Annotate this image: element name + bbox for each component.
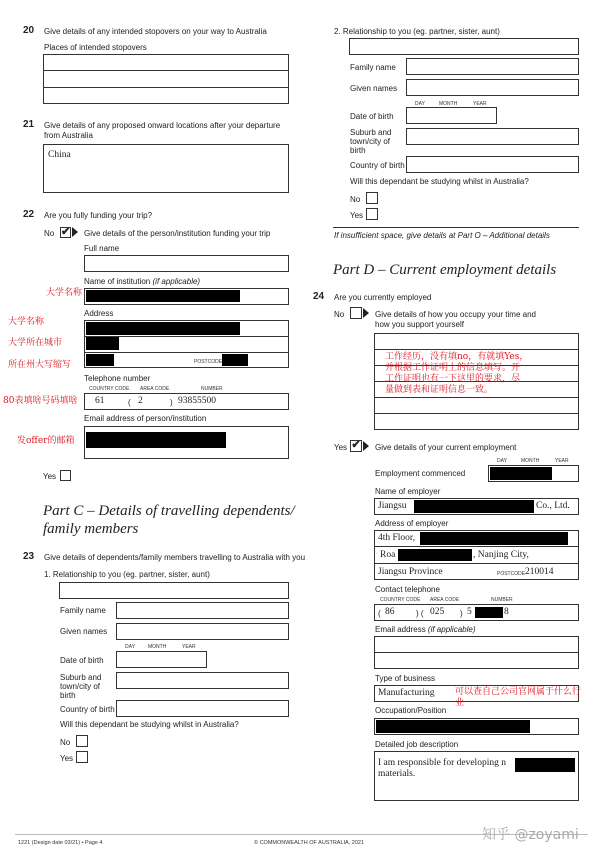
c-paren-3: ) <box>460 609 463 618</box>
emp-postcode-value: 210014 <box>525 567 554 577</box>
r-dob-label: Date of birth <box>350 112 394 121</box>
r-cob-label: Country of birth <box>350 161 405 170</box>
job-desc-label: Detailed job description <box>375 740 459 749</box>
annotation-offer-email: 发offer的邮箱 <box>17 436 75 446</box>
year-label: YEAR <box>182 644 196 650</box>
q24-yes-checkbox[interactable]: ✔ <box>351 439 361 451</box>
r-study-yes: Yes <box>350 211 364 220</box>
insufficient-note: If insufficient space, give details at Part O – Additional details <box>334 231 550 240</box>
footer-left: 1221 (Design date 03/21) • Page 4 <box>18 840 103 846</box>
redacted-block <box>398 549 472 561</box>
watermark: 知乎 @zoyami <box>482 827 579 843</box>
addr-line-1: 4th Floor, <box>378 533 416 543</box>
divider <box>374 546 579 547</box>
employer-name-value-b: Co., Ltd. <box>536 501 570 511</box>
contact-num-b: 8 <box>504 607 509 617</box>
redacted-block <box>86 337 119 350</box>
q21-number: 21 <box>23 119 35 130</box>
contact-num-a: 5 <box>467 607 472 617</box>
divider <box>374 563 579 564</box>
annotation-state: 所在州大写缩写 <box>8 360 72 370</box>
day-label: DAY <box>125 644 135 650</box>
family-name-field[interactable] <box>116 602 289 619</box>
study-no-checkbox[interactable] <box>76 735 88 747</box>
divider <box>374 397 579 398</box>
redacted-block <box>376 720 530 733</box>
contact-cc-value: 86 <box>385 607 395 617</box>
r-year-label: YEAR <box>473 101 487 107</box>
suburb-label-3: birth <box>60 691 76 700</box>
emp-postcode-label: POSTCODE <box>497 571 526 577</box>
redacted-block <box>86 290 240 302</box>
family-name-label: Family name <box>60 606 106 615</box>
suburb-label-1: Suburb and <box>60 673 102 682</box>
email-label: Email address of person/institution <box>84 414 207 423</box>
onward-locations-value: China <box>48 150 71 160</box>
employer-addr-label: Address of employer <box>375 519 449 528</box>
cob-label: Country of birth <box>60 705 115 714</box>
divider <box>84 352 289 353</box>
q22-number: 22 <box>23 209 35 220</box>
q21-text2: from Australia <box>44 131 93 140</box>
rel1-field[interactable] <box>59 582 289 599</box>
r-given-label: Given names <box>350 84 398 93</box>
area-code-label: AREA CODE <box>140 386 170 392</box>
annotation-uni-name: 大学名称 <box>46 288 83 298</box>
r-given-field[interactable] <box>406 79 579 96</box>
annotation-work-4: 量做到表和证明信息一致。 <box>385 385 494 395</box>
addr-line-3: Jiangsu Province <box>378 567 443 577</box>
redacted-block <box>86 354 114 366</box>
q24-yes-label: Yes <box>334 443 348 452</box>
r-day-label: DAY <box>415 101 425 107</box>
annotation-uni-city: 大学所在城市 <box>8 338 63 348</box>
cob-field[interactable] <box>116 700 289 717</box>
r-suburb-3: birth <box>350 146 366 155</box>
q21-text1: Give details of any proposed onward locations after your departure <box>44 121 281 130</box>
month-label: MONTH <box>148 644 167 650</box>
arrow-icon <box>72 227 78 237</box>
arrow-icon <box>363 308 369 318</box>
stopovers-field[interactable] <box>43 54 289 104</box>
r-month-label: MONTH <box>439 101 458 107</box>
c-number-label: NUMBER <box>491 597 513 603</box>
redacted-block <box>86 322 240 335</box>
address-label: Address <box>84 309 114 318</box>
q24-no-label: No <box>334 310 345 319</box>
business-label: Type of business <box>375 674 436 683</box>
inst-name-label: Name of institution (if applicable) <box>84 277 201 286</box>
q22-detail: Give details of the person/institution funding your trip <box>84 229 271 238</box>
country-code-label: COUNTRY CODE <box>89 386 130 392</box>
q24-no-detail-2: how you support yourself <box>375 320 464 329</box>
redacted-block <box>475 607 503 618</box>
q24-no-detail-1: Give details of how you occupy your time and <box>375 310 536 319</box>
emp-day-label: DAY <box>497 458 507 464</box>
emp-month-label: MONTH <box>521 458 540 464</box>
redacted-block <box>414 500 534 513</box>
redacted-block <box>222 354 248 366</box>
onward-locations-field[interactable] <box>43 144 289 193</box>
q22-yes-checkbox[interactable] <box>60 470 71 481</box>
paren-open: ( <box>128 398 131 407</box>
part-c-title-1: Part C – Details of travelling dependents/ <box>43 503 295 519</box>
phone-cc-value: 61 <box>95 396 105 406</box>
annotation-work-2: 并根据工作证明上的信息填写。开 <box>385 363 521 373</box>
occupation-label: Occupation/Position <box>375 706 447 715</box>
q22-no-checkbox[interactable]: ✔ <box>61 226 71 238</box>
annotation-work-3: 工作证明也有一下这里的要求，尽 <box>385 374 521 384</box>
number-label: NUMBER <box>201 386 223 392</box>
arrow-icon <box>363 441 369 451</box>
emp-year-label: YEAR <box>555 458 569 464</box>
full-name-field[interactable] <box>84 255 289 272</box>
contact-ac-value: 025 <box>430 607 445 617</box>
contact-label: Contact telephone <box>375 585 440 594</box>
r-family-label: Family name <box>350 63 396 72</box>
redacted-block <box>490 467 552 480</box>
r-suburb-1: Suburb and <box>350 128 392 137</box>
q22-no-label: No <box>44 229 55 238</box>
redacted-block <box>515 758 575 772</box>
r-study-no: No <box>350 195 361 204</box>
divider <box>43 87 289 88</box>
study-yes-checkbox[interactable] <box>76 751 88 763</box>
q24-text: Are you currently employed <box>334 293 432 302</box>
annotation-work-1: 工作经历，没有填no，有就填Yes， <box>385 352 529 362</box>
paren-close: ) <box>170 398 173 407</box>
phone-number-value: 93855500 <box>178 396 216 406</box>
r-cob-field[interactable] <box>406 156 579 173</box>
postcode-label: POSTCODE <box>194 359 223 365</box>
study-yes-label: Yes <box>60 754 74 763</box>
c-area-code-label: AREA CODE <box>430 597 460 603</box>
r-study-yes-checkbox[interactable] <box>366 208 378 220</box>
dob-label: Date of birth <box>60 656 104 665</box>
emp-commenced-label: Employment commenced <box>375 469 466 478</box>
r-study-label: Will this dependant be studying whilst in Australia? <box>350 177 529 186</box>
q24-no-checkbox[interactable] <box>350 307 362 319</box>
suburb-field[interactable] <box>116 672 289 689</box>
q24-yes-detail: Give details of your current employment <box>375 443 517 452</box>
dob-field[interactable] <box>116 651 207 668</box>
annotation-phone: 80表填啥号码填啥 <box>3 396 78 406</box>
c-country-code-label: COUNTRY CODE <box>380 597 421 603</box>
job-desc-value-2: materials. <box>378 769 416 779</box>
redacted-block <box>86 432 226 448</box>
part-c-title-2: family members <box>43 521 139 537</box>
q20-text: Give details of any intended stopovers on your way to Australia <box>44 27 267 36</box>
given-names-label: Given names <box>60 627 108 636</box>
r-dob-field[interactable] <box>406 107 497 124</box>
addr-line-2a: Roa <box>380 550 396 560</box>
redacted-block <box>420 532 568 545</box>
study-no-label: No <box>60 738 71 747</box>
divider <box>43 70 289 71</box>
annotation-business-1: 可以查自己公司官网属于什么行 <box>455 687 582 697</box>
divider <box>333 227 579 228</box>
divider <box>374 652 579 653</box>
q23-text: Give details of dependents/family members travelling to Australia with you <box>44 553 306 562</box>
divider <box>374 349 579 350</box>
rel2-field[interactable] <box>349 38 579 55</box>
c-paren-2: ) ( <box>416 609 424 618</box>
q22-text: Are you fully funding your trip? <box>44 211 153 220</box>
study-label: Will this dependant be studying whilst in Australia? <box>60 720 239 729</box>
phone-label: Telephone number <box>84 374 151 383</box>
r-suburb-field[interactable] <box>406 128 579 145</box>
full-name-label: Full name <box>84 244 120 253</box>
q24-number: 24 <box>313 291 325 302</box>
employer-name-value-a: Jiangsu <box>378 501 407 511</box>
c-email-label: Email address (if applicable) <box>375 625 476 634</box>
q23-number: 23 <box>23 551 35 562</box>
business-value: Manufacturing <box>378 688 435 698</box>
q20-sub: Places of intended stopovers <box>44 43 147 52</box>
phone-ac-value: 2 <box>138 396 143 406</box>
rel2-label: 2. Relationship to you (eg. partner, sister, aunt) <box>334 27 500 36</box>
part-d-title: Part D – Current employment details <box>333 262 557 278</box>
c-paren-open: ( <box>378 609 381 618</box>
annotation-business-2: 业 <box>455 698 465 708</box>
r-family-field[interactable] <box>406 58 579 75</box>
annotation-uni-name-2: 大学名称 <box>8 317 45 327</box>
q20-number: 20 <box>23 25 35 36</box>
divider <box>374 413 579 414</box>
q23-rel1: 1. Relationship to you (eg. partner, sister, aunt) <box>44 570 210 579</box>
footer-center: © COMMONWEALTH OF AUSTRALIA, 2021 <box>254 840 364 846</box>
r-suburb-2: town/city of <box>350 137 391 146</box>
addr-line-2b: , Nanjing City, <box>473 550 529 560</box>
q22-yes-label: Yes <box>43 472 57 481</box>
job-desc-value-1: I am responsible for developing n <box>378 758 506 768</box>
suburb-label-2: town/city of <box>60 682 101 691</box>
given-names-field[interactable] <box>116 623 289 640</box>
employer-name-label: Name of employer <box>375 487 441 496</box>
r-study-no-checkbox[interactable] <box>366 192 378 204</box>
